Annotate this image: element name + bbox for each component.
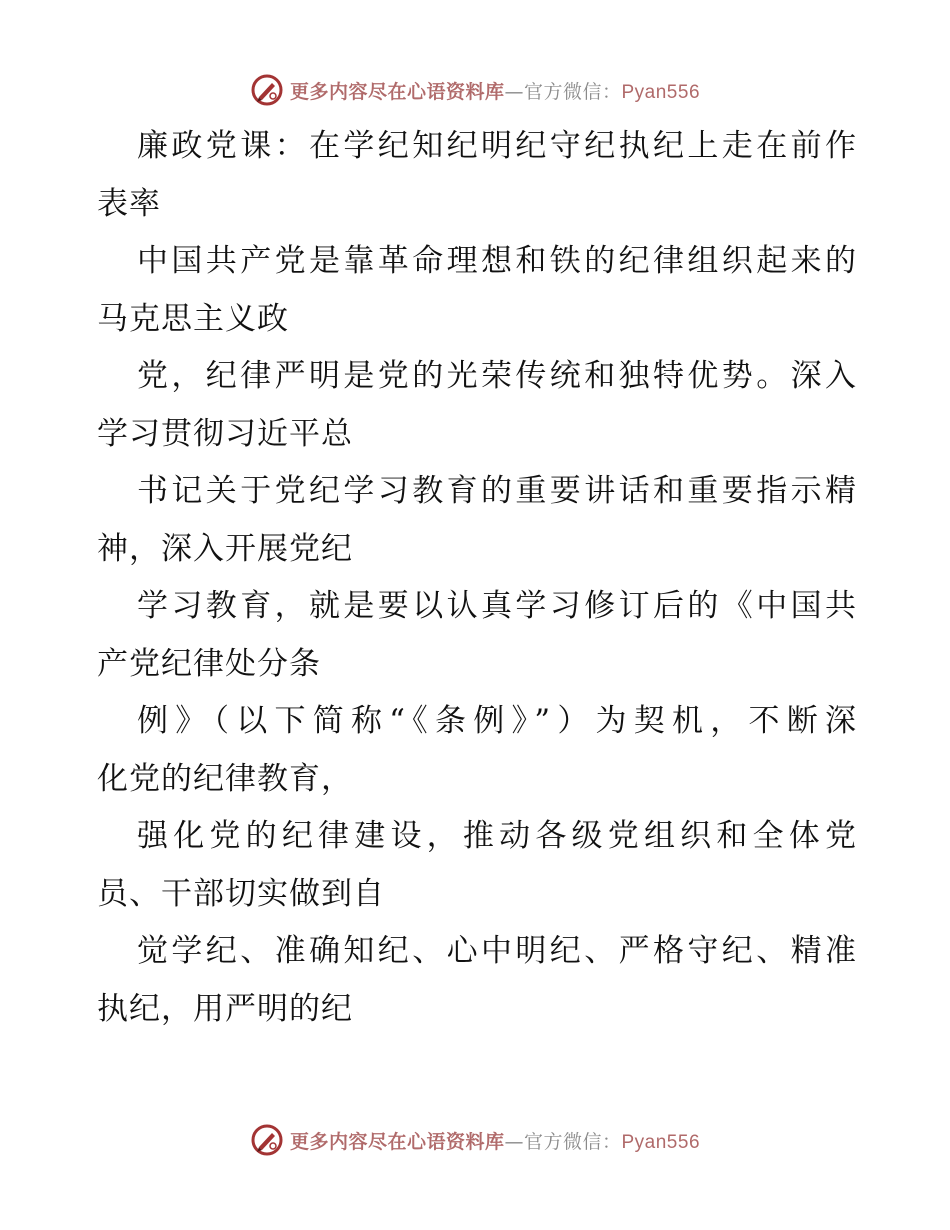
- paragraph: [97, 118, 857, 233]
- paragraph: [97, 348, 857, 463]
- paragraph: [97, 463, 857, 578]
- paragraph-line: 学习贯彻习近平总: [97, 415, 353, 452]
- header-separator: —: [504, 80, 524, 103]
- paragraph-line: 员、干部切实做到自: [97, 875, 385, 912]
- header-text: [290, 77, 700, 104]
- paragraph-line: 马克思主义政: [97, 300, 289, 337]
- paragraph: [97, 808, 857, 923]
- paragraph-line: 例》（以下简称“《条例》”）为契机，不断深: [137, 703, 857, 739]
- header-main-text: 更多内容尽在心语资料库: [289, 80, 505, 103]
- pen-logo-icon: [250, 73, 284, 107]
- paragraph-line: 学习教育，就是要以认真学习修订后的《中国共: [137, 588, 857, 624]
- paragraph-line: 党，纪律严明是党的光荣传统和独特优势。深入: [137, 358, 857, 394]
- pen-logo-icon: [250, 1123, 284, 1157]
- paragraph: [97, 923, 857, 1038]
- footer-main-text: 更多内容尽在心语资料库: [289, 1130, 505, 1153]
- document-body: [97, 118, 857, 1038]
- paragraph-line: 化党的纪律教育，: [97, 760, 353, 797]
- paragraph: [97, 693, 857, 808]
- paragraph-line: 觉学纪、准确知纪、心中明纪、严格守纪、精准: [137, 933, 857, 969]
- paragraph-line: 执纪，用严明的纪: [97, 990, 353, 1027]
- paragraph-line: 中国共产党是靠革命理想和铁的纪律组织起来的: [137, 243, 857, 279]
- header-brand-text: 官方微信：: [523, 80, 622, 103]
- paragraph-line: 神，深入开展党纪: [97, 530, 353, 567]
- paragraph-line: 强化党的纪律建设，推动各级党组织和全体党: [137, 818, 857, 854]
- paragraph-line: 书记关于党纪学习教育的重要讲话和重要指示精: [137, 473, 857, 509]
- paragraph: [97, 233, 857, 348]
- paragraph-line: 产党纪律处分条: [97, 645, 321, 682]
- paragraph-line: 表率: [97, 185, 161, 222]
- header-banner: [0, 70, 950, 110]
- footer-handle: Pyan556: [621, 1131, 701, 1153]
- paragraph-line: 廉政党课：在学纪知纪明纪守纪执纪上走在前作: [137, 128, 857, 164]
- footer-separator: —: [504, 1130, 524, 1153]
- footer-brand-text: 官方微信：: [523, 1130, 622, 1153]
- header-handle: Pyan556: [621, 81, 701, 103]
- footer-text: [290, 1127, 700, 1154]
- footer-banner: [0, 1120, 950, 1160]
- paragraph: [97, 578, 857, 693]
